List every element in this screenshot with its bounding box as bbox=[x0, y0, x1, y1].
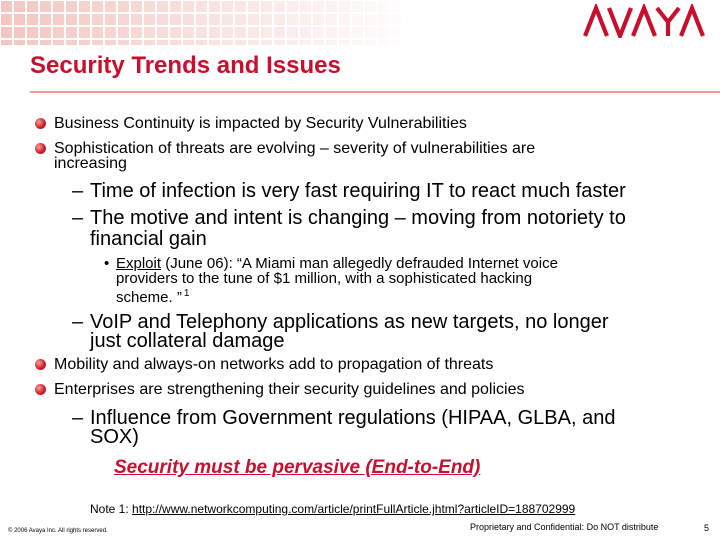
avaya-logo bbox=[583, 4, 707, 38]
footnote bbox=[90, 502, 575, 516]
sub-bullet-text: The motive and intent is changing – moving from notoriety to financial gain bbox=[90, 207, 626, 250]
footnote-ref: 1 bbox=[183, 288, 190, 299]
footnote-label: Note 1: bbox=[90, 502, 133, 516]
bullet-text: Enterprises are strengthening their security guidelines and policies bbox=[54, 381, 525, 398]
header-pattern bbox=[0, 0, 420, 45]
dash-marker: – bbox=[72, 180, 84, 202]
dash-marker: – bbox=[72, 311, 84, 333]
avaya-logo-mark bbox=[583, 4, 707, 38]
slide-title: Security Trends and Issues bbox=[30, 52, 341, 79]
dot-marker: • bbox=[104, 255, 110, 272]
bullet-icon bbox=[35, 359, 46, 370]
confidential-notice: Proprietary and Confidential: Do NOT distribute bbox=[470, 522, 659, 532]
dash-marker: – bbox=[72, 407, 84, 429]
sub-bullet-text: Influence from Government regulations (HIPAA, GLBA, and SOX) bbox=[90, 407, 616, 448]
exploit-link[interactable]: Exploit bbox=[116, 255, 162, 272]
bullet-icon bbox=[35, 118, 46, 129]
bullet-text: Sophistication of threats are evolving – severity of vulnerabilities are increasing bbox=[54, 140, 536, 172]
copyright-text: © 2006 Avaya Inc. All rights reserved. bbox=[8, 528, 108, 534]
sub-sub-bullet-text: Exploit (June 06): “A Miami man allegedly defrauded Internet voice providers to the tune of $1 million, with a sophisticated hacking scheme. ” $^1$ bbox=[116, 255, 558, 306]
sub-bullet-text: VoIP and Telephony applications as new targets, no longer just collateral damage bbox=[90, 311, 609, 352]
page-number: 5 bbox=[704, 523, 710, 533]
dash-marker: – bbox=[72, 207, 84, 229]
bullet-icon bbox=[35, 143, 46, 154]
bullet-text: Business Continuity is impacted by Security Vulnerabilities bbox=[54, 115, 467, 132]
emphasis-statement: Security must be pervasive (End-to-End) bbox=[114, 457, 481, 478]
title-divider bbox=[30, 91, 720, 93]
bullet-icon bbox=[35, 384, 46, 395]
sub-bullet-text: Time of infection is very fast requiring IT to react much faster bbox=[90, 180, 626, 202]
footnote-link[interactable]: http://www.networkcomputing.com/article/printFullArticle.jhtml?articleID=188702999 bbox=[132, 502, 576, 516]
bullet-text: Mobility and always-on networks add to propagation of threats bbox=[54, 356, 494, 373]
